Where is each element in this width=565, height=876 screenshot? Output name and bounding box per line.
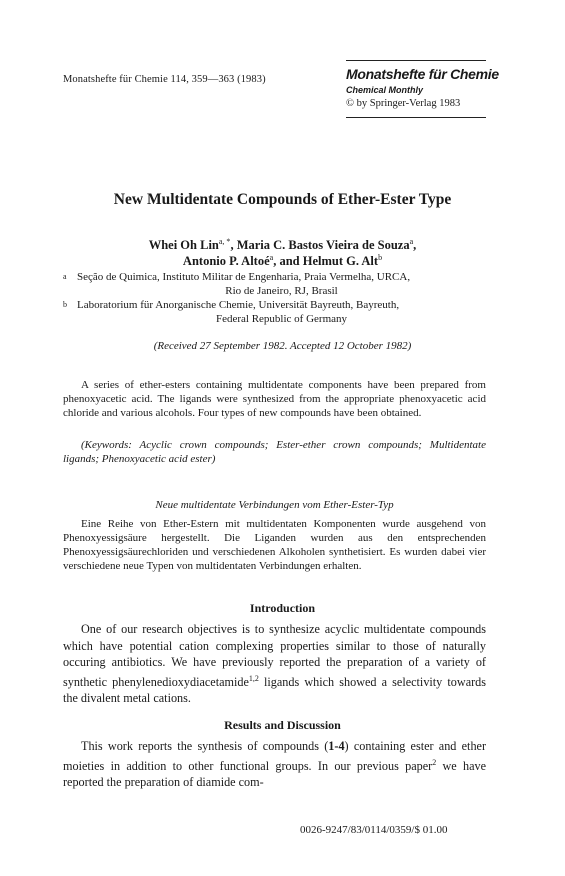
introduction-text: One of our research objectives is to synthesize acyclic multidentate compounds which have potential cation complexing properties similar to those of naturally occuring antibiotics. We have previously reported the preparation of a variety of synthetic phenylenedioxydiacetamide — [63, 622, 486, 689]
journal-subtitle: Chemical Monthly — [346, 85, 424, 95]
author-name: , and Helmut G. Alt — [273, 254, 379, 269]
copyright-notice: © by Springer-Verlag 1983 — [346, 98, 461, 109]
german-abstract: Eine Reihe von Ether-Estern mit multidentaten Komponenten wurde ausgehend von Phenoxyessigsäure hergestellt. Die Liganden wurden aus den entsprechenden Phenoxyessigsäurechloriden und verschiedenen Alkoholen synthetisiert. Es wurden dabei vier verschiedene neue Typen von multidentaten Verbindungen erhalten. — [63, 518, 486, 572]
results-paragraph — [63, 738, 486, 791]
keywords: (Keywords: Acyclic crown compounds; Ester-ether crown compounds; Multidentate ligands; Phenoxyacetic acid ester) — [63, 439, 486, 465]
author-affiliation-mark: a, * — [218, 237, 231, 246]
introduction-text-end: ligands which showed a selectivity towards the divalent metal cations. — [63, 674, 486, 706]
affiliation-line: Federal Republic of Germany — [215, 313, 348, 325]
author-name: Antonio P. Altoé — [182, 254, 270, 269]
results-text: This work reports the synthesis of compounds ( — [81, 739, 329, 753]
article-code: 0026-9247/83/0114/0359/$ 01.00 — [300, 824, 448, 836]
received-dates: (Received 27 September 1982. Accepted 12 October 1982) — [153, 340, 412, 352]
author-name: Whei Oh Lin — [148, 238, 219, 253]
journal-title: Monatshefte für Chemie — [346, 66, 499, 82]
author-line-2 — [0, 253, 565, 269]
results-text-end: we have reported the preparation of diamide com- — [63, 758, 486, 790]
affiliation-mark: b — [63, 300, 67, 309]
results-heading: Results and Discussion — [224, 718, 341, 732]
affiliation-line: Seção de Quimica, Instituto Militar de Engenharia, Praia Vermelha, URCA, — [77, 271, 411, 283]
author-name: , Maria C. Bastos Vieira de Souza — [230, 238, 410, 253]
affiliation-b — [63, 298, 486, 326]
author-separator: , — [413, 238, 417, 253]
introduction-paragraph — [63, 621, 486, 707]
affiliation-line: Rio de Janeiro, RJ, Brasil — [225, 285, 338, 297]
author-affiliation-mark: a — [269, 253, 274, 262]
author-affiliation-mark: b — [378, 253, 383, 262]
header-rule-bottom — [346, 117, 486, 118]
results-text: ) containing ester and ether moieties in addition to other functional groups. In our previous paper — [63, 739, 487, 773]
author-line-1 — [0, 237, 565, 253]
introduction-heading: Introduction — [249, 601, 316, 615]
citation-ref: 2 — [432, 757, 437, 767]
author-affiliation-mark: a — [409, 237, 414, 246]
header-rule-top — [346, 60, 486, 61]
affiliation-mark: a — [63, 272, 67, 281]
citation-ref: 1,2 — [248, 673, 259, 683]
affiliation-line: Laboratorium für Anorganische Chemie, Universität Bayreuth, Bayreuth, — [77, 299, 400, 311]
compound-numbers: 1-4 — [328, 739, 345, 753]
german-title: Neue multidentate Verbindungen vom Ether-Ester-Typ — [155, 499, 394, 511]
abstract: A series of ether-esters containing multidentate components have been prepared from phenoxyacetic acid. The ligands were synthesized from the appropriate phenoxyacetic acid chloride and various alcohols. Four types of new compounds have been obtained. — [63, 379, 486, 419]
article-title: New Multidentate Compounds of Ether-Ester Type — [113, 191, 452, 208]
journal-citation: Monatshefte für Chemie 114, 359—363 (1983) — [63, 74, 266, 85]
affiliation-a — [63, 270, 486, 298]
